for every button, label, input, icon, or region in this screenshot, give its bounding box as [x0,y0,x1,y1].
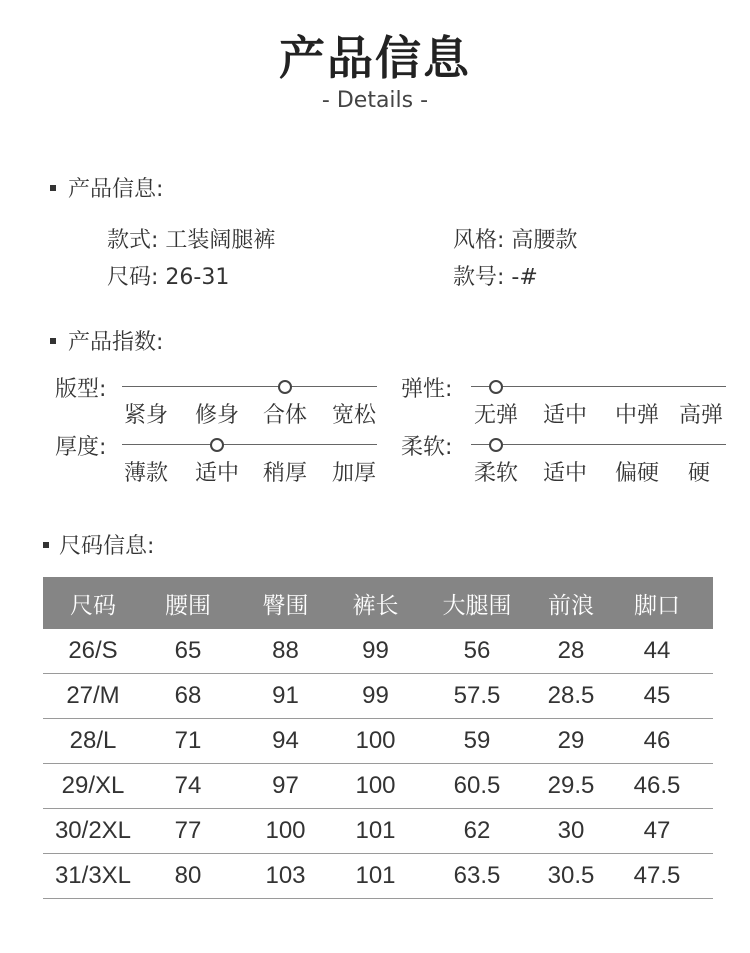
table-row [43,764,713,809]
table-cell: 29.5 [547,772,595,799]
table-cell: 99 [362,682,389,709]
size-info-heading-text: 尺码信息: [59,534,155,559]
table-cell: 31/3XL [54,862,132,889]
fit-option: 宽松 [331,403,376,428]
table-cell: 46 [643,727,671,754]
table-cell: 30/2XL [54,817,132,844]
table-row [43,629,713,674]
table-cell: 45 [643,682,671,709]
table-cell: 80 [174,862,202,889]
size-info-heading [43,529,154,560]
table-cell: 60.5 [453,772,501,799]
softness-level-marker [489,438,503,452]
table-cell: 29 [557,727,585,754]
fit-option: 修身 [194,403,239,428]
page-subtitle: - Details - [321,88,429,113]
table-row [43,854,713,899]
elastic-option: 适中 [542,403,587,428]
product-info-heading-text: 产品信息: [68,177,164,202]
table-cell: 46.5 [633,772,681,799]
thickness-scale-line [122,444,377,445]
table-row [43,674,713,719]
table-cell: 94 [272,727,299,754]
table-cell: 26/S [68,637,118,664]
table-cell: 57.5 [453,682,501,709]
product-info-heading [50,172,163,203]
table-cell: 29/XL [61,772,125,799]
table-cell: 99 [362,637,389,664]
table-row [43,719,713,764]
elastic-scale-line [471,386,726,387]
table-cell: 100 [355,772,396,799]
thickness-level-marker [210,438,224,452]
thickness-index [55,430,385,500]
size-table-header [43,577,713,629]
table-cell: 101 [355,862,396,889]
column-header: 脚口 [634,592,680,619]
table-cell: 28/L [69,727,117,754]
fit-scale-line [122,386,377,387]
elastic-level-marker [489,380,503,394]
table-cell: 59 [463,727,491,754]
thickness-option: 加厚 [331,461,376,486]
elastic-option: 高弹 [678,403,723,428]
table-cell: 65 [174,637,202,664]
table-cell: 97 [272,772,299,799]
thickness-option: 适中 [194,461,239,486]
table-cell: 91 [272,682,299,709]
table-cell: 28.5 [547,682,595,709]
softness-index [401,430,731,500]
table-cell: 47.5 [633,862,681,889]
size-range-info: 尺码: 26-31 [107,265,230,290]
column-header: 大腿围 [442,592,512,619]
table-cell: 62 [463,817,491,844]
softness-label: 柔软: [401,435,453,460]
table-cell: 44 [643,637,671,664]
table-cell: 28 [557,637,585,664]
bullet-icon [50,185,56,191]
table-cell: 100 [355,727,396,754]
indices-heading [50,325,163,356]
table-cell: 56 [463,637,491,664]
table-cell: 30.5 [547,862,595,889]
table-cell: 71 [174,727,202,754]
table-row [43,809,713,854]
bullet-icon [43,542,49,548]
column-header: 前浪 [548,592,594,619]
elastic-option: 无弹 [473,403,518,428]
size-table-body [43,629,713,899]
table-cell: 47 [643,817,671,844]
column-header: 尺码 [70,592,116,619]
item-number-info: 款号: -# [453,265,538,290]
style-info: 款式: 工装阔腿裤 [107,228,276,253]
table-cell: 101 [355,817,396,844]
table-cell: 100 [265,817,306,844]
fit-level-marker [278,380,292,394]
column-header: 腰围 [165,592,211,619]
table-cell: 68 [174,682,202,709]
softness-option: 适中 [542,461,587,486]
page-title: 产品信息 [279,31,471,85]
softness-option: 偏硬 [614,461,659,486]
fit-label: 版型: [55,377,107,402]
bullet-icon [50,338,56,344]
table-cell: 30 [557,817,585,844]
table-cell: 74 [174,772,202,799]
thickness-option: 薄款 [123,461,168,486]
elastic-label: 弹性: [401,377,453,402]
softness-option: 柔软 [473,461,518,486]
table-cell: 63.5 [453,862,501,889]
table-cell: 27/M [66,682,120,709]
column-header: 臀围 [262,592,309,619]
table-cell: 88 [272,637,299,664]
fit-option: 合体 [262,403,307,428]
indices-heading-text: 产品指数: [68,330,164,355]
thickness-option: 稍厚 [262,461,307,486]
fashion-info: 风格: 高腰款 [453,228,578,253]
thickness-label: 厚度: [55,435,107,460]
table-cell: 77 [174,817,202,844]
table-cell: 103 [265,862,306,889]
size-table [43,577,713,899]
fit-option: 紧身 [123,403,168,428]
softness-option: 硬 [687,461,710,486]
column-header: 裤长 [352,592,399,619]
elastic-option: 中弹 [614,403,659,428]
softness-scale-line [471,444,726,445]
